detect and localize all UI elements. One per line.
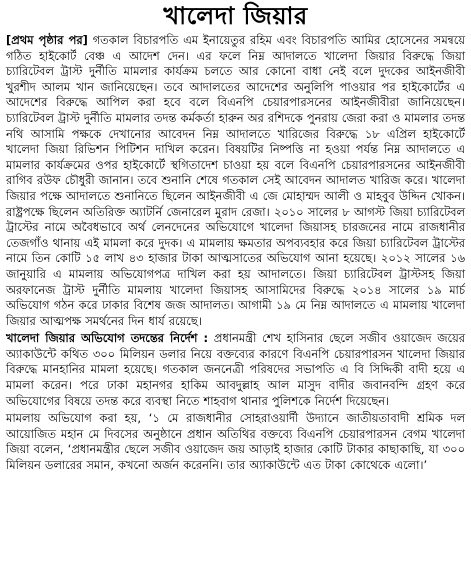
news-article <box>0 1 471 568</box>
subheading-investigation-order: খালেদা জিয়ার অভিযোগ তদন্তের নির্দেশ : <box>6 331 209 346</box>
article-paragraph-2 <box>6 331 465 409</box>
article-headline: খালেদা জিয়ার <box>163 2 308 30</box>
article-paragraph-1 <box>6 33 465 329</box>
article-paragraph-3 <box>6 411 465 473</box>
paragraph-2-body: প্রধানমন্ত্রী শেখ হাসিনার ছেলে সজীব ওয়াজেদ জয়ের অ্যাকাউন্টে কথিত ৩০০ মিলিয়ন ডলার নিয়ে বক্তব্যের কারণে বিএনপি চেয়ারপারসন খালেদা জিয়ার বিরুদ্ধে মানহানির মামলা হয়েছে। গতকাল জননেত্রী পরিষদের সভাপতি এ বি সিদ্দিকী বাদী হয়ে এ মামলা করেন। পরে ঢাকা মহানগর হাকিম আবদুল্লাহ আল মাসুদ বাদীর জবানবন্দি গ্রহণ করে অভিযোগের বিষয়ে তদন্ত করে ব্যবস্থা নিতে শাহবাগ থানার পুলিশকে নির্দেশ দিয়েছেন। <box>6 331 465 408</box>
continued-from-front-page-marker: [প্রথম পৃষ্ঠার পর] <box>6 33 88 47</box>
paragraph-1-body: গতকাল বিচারপতি এম ইনায়েতুর রহিম এবং বিচারপতি আমির হোসেনের সমন্বয়ে গঠিত হাইকোর্ট বেঞ্চ এ আদেশ দেন। এর ফলে নিম্ন আদালতে খালেদা জিয়ার বিরুদ্ধে জিয়া চ্যারিটেবল ট্রাস্ট দুর্নীতি মামলার কার্যক্রম চলতে আর কোনো বাধা নেই বলে দুদকের আইনজীবী খুরশীদ আলম খান জানিয়েছেন। তবে আদালতের আদেশের অনুলিপি পাওয়ার পর হাইকোর্টের এ আদেশের বিরুদ্ধে আপিল করা হবে বলে বিএনপি চেয়ারপারসনের আইনজীবীরা জানিয়েছেন। চ্যারিটেবল ট্রাস্ট দুর্নীতি মামলার তদন্ত কর্মকর্তা হারুন অর রশিদকে পুনরায় জেরা করা ও মামলার তদন্ত নথি আসামি পক্ষকে দেখানোর আবেদন নিম্ন আদালতে খারিজের বিরুদ্ধে ১৮ এপ্রিল হাইকোর্টে খালেদা জিয়া রিভিশন পিটিশন দাখিল করেন। বিষয়টির নিষ্পত্তি না হওয়া পর্যন্ত নিম্ন আদালতে এ মামলার কার্যক্রমের ওপর হাইকোর্টে স্থগিতাদেশ চাওয়া হয় বলে বিএনপি চেয়ারপারসনের আইনজীবী রাগিব রউফ চৌধুরী জানান। তবে শুনানি শেষে গতকাল সেই আবেদন আদালত খারিজ করে। খালেদা জিয়ার পক্ষে আদালতে শুনানিতে ছিলেন আইনজীবী এ জে মোহাম্মদ আলী ও মাহবুব উদ্দিন খোকন। রাষ্ট্রপক্ষে ছিলেন অতিরিক্ত অ্যাটর্নি জেনারেল মুরাদ রেজা। ২০১০ সালের ৮ আগস্ট জিয়া চ্যারিটেবল ট্রাস্টের নামে অবৈধভাবে অর্থ লেনদেনের অভিযোগে খালেদা জিয়াসহ চারজনের নামে রাজধানীর তেজগাঁও থানায় এই মামলা করে দুদক। এ মামলায় ক্ষমতার অপব্যবহার করে জিয়া চ্যারিটেবল ট্রাস্টের নামে তিন কোটি ১৫ লাখ ৪৩ হাজার টাকা আত্মসাতের অভিযোগ আনা হয়েছে। ২০১২ সালের ১৬ জানুয়ারি এ মামলায় অভিযোগপত্র দাখিল করা হয় আদালতে। জিয়া চ্যারিটেবল ট্রাস্টসহ জিয়া অরফানেজ ট্রাস্ট দুর্নীতি মামলায় খালেদা জিয়াসহ আসামিদের বিরুদ্ধে ২০১৪ সালের ১৯ মার্চ অভিযোগ গঠন করে ঢাকার বিশেষ জজ আদালত। আগামী ১৯ মে নিম্ন আদালতে এ মামলায় খালেদা জিয়ার আত্মপক্ষ সমর্থনের দিন ধার্য রয়েছে। <box>6 33 465 328</box>
paragraph-3-body: মামলায় অভিযোগ করা হয়, ‘১ মে রাজধানীর সোহরাওয়ার্দী উদ্যানে জাতীয়তাবাদী শ্রমিক দল আয়োজিত মহান মে দিবসের অনুষ্ঠানে প্রধান অতিথির বক্তব্যে বিএনপি চেয়ারপারসন বেগম খালেদা জিয়া বলেন, ‘প্রধানমন্ত্রীর ছেলে সজীব ওয়াজেদ জয় আড়াই হাজার কোটি টাকার কাছাকাছি, যা ৩০০ মিলিয়ন ডলারের সমান, কখনো অর্জন করেননি। তার অ্যাকাউন্টে এত টাকা কোথেকে এলো।’ <box>6 411 465 473</box>
